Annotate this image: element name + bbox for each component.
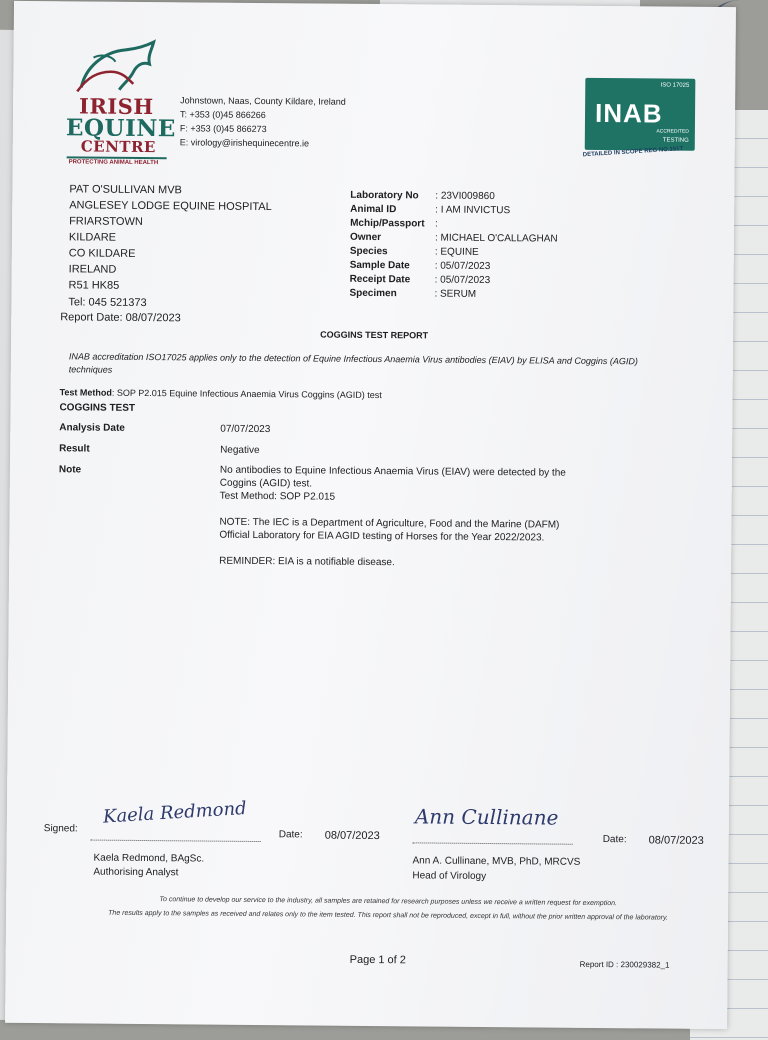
footer-results-note: The results apply to the samples as received and relates only to the item tested. This report shall not be reproduced, except in full, without the prior written approval of the laboratory.	[108, 909, 668, 922]
date-label-head: Date:	[602, 834, 627, 846]
analysis-date-value: 07/07/2023	[220, 423, 271, 436]
recipient-line-3: FRIARSTOWN	[69, 215, 143, 228]
lab-info-value: : 05/07/2023	[434, 260, 491, 273]
logo-text-equine: EQUINE	[65, 114, 176, 143]
report-date: Report Date: 08/07/2023	[60, 311, 181, 325]
lab-info-value: : SERUM	[434, 288, 477, 300]
report-page	[5, 1, 736, 1029]
inab-accredited: ACCREDITED	[656, 128, 689, 135]
lab-info-label: Sample Date	[349, 259, 410, 272]
head-name: Ann A. Cullinane, MVB, PhD, MRCVS	[412, 855, 581, 868]
note-reminder: REMINDER: EIA is a notifiable disease.	[219, 555, 395, 569]
recipient-line-5: CO KILDARE	[68, 247, 136, 260]
logo-text-irish: IRISH	[78, 93, 154, 120]
logo-text-centre: CENTRE	[80, 137, 156, 157]
lab-info-label: Specimen	[349, 287, 397, 300]
signature-analyst	[102, 798, 247, 828]
note-text: No antibodies to Equine Infectious Anaemia Virus (EIAV) were detected by the Coggins (AGID) test.	[219, 464, 566, 490]
signature-head-text: Ann Cullinane	[414, 804, 559, 830]
inab-badge	[585, 78, 696, 151]
lab-info-label: Animal ID	[350, 203, 397, 216]
lab-info-value: : 23VI009860	[435, 190, 495, 203]
lab-info-label: Species	[349, 245, 388, 258]
lab-info-label: Laboratory No	[350, 189, 419, 202]
signed-label: Signed:	[43, 823, 78, 835]
note-method: Test Method: SOP P2.015	[219, 490, 336, 503]
test-method-value: : SOP P2.015 Equine Infectious Anaemia Virus Coggins (AGID) test	[111, 387, 382, 401]
date-label-analyst: Date:	[278, 829, 303, 841]
lab-info-value: : EQUINE	[434, 246, 479, 258]
accreditation-note: INAB accreditation ISO17025 applies only to the detection of Equine Infectious Anaemia Virus antibodies (EIAV) by ELISA and Coggins (AGID) techniques	[68, 351, 638, 375]
lab-info-label: Mchip/Passport	[350, 217, 425, 230]
test-method	[60, 387, 382, 400]
contact-fax: F: +353 (0)45 866273	[179, 123, 267, 135]
section-heading: COGGINS TEST	[59, 402, 136, 414]
analyst-name: Kaela Redmond, BAgSc.	[93, 852, 205, 865]
note-dafm: NOTE: The IEC is a Department of Agriculture, Food and the Marine (DAFM) Official Laboratory for EIA AGID testing of Horses for the Year 2022/2023.	[219, 516, 560, 544]
signature-line	[413, 842, 573, 845]
recipient-line-1: PAT O'SULLIVAN MVB	[69, 183, 182, 197]
contact-phone: T: +353 (0)45 866266	[179, 109, 266, 121]
contact-email[interactable]: E: virology@irishequinecentre.ie	[179, 137, 310, 149]
inab-iso: ISO 17025	[660, 82, 690, 89]
inab-testing: TESTING	[662, 137, 689, 144]
result-label: Result	[59, 443, 90, 455]
lab-info-label: Receipt Date	[349, 273, 411, 286]
analyst-role: Authorising Analyst	[93, 866, 179, 879]
recipient-line-6: IRELAND	[68, 263, 117, 276]
recipient-line-2: ANGLESEY LODGE EQUINE HOSPITAL	[69, 199, 272, 214]
result-value: Negative	[220, 444, 260, 457]
analysis-date-label: Analysis Date	[59, 422, 125, 434]
test-method-label: Test Method	[59, 387, 112, 398]
date-head: 08/07/2023	[648, 834, 704, 847]
page-number: Page 1 of 2	[349, 953, 406, 967]
footer-retention-note: To continue to develop our service to the industry, all samples are retained for research purposes unless we receive a written request for exemption.	[159, 896, 617, 908]
recipient-line-4: KILDARE	[68, 231, 117, 244]
lab-info-label: Owner	[349, 231, 382, 244]
recipient-line-7: R51 HK85	[68, 279, 120, 292]
lab-info-value: : MICHAEL O'CALLAGHAN	[434, 232, 558, 245]
logo-tagline: PROTECTING ANIMAL HEALTH	[68, 159, 159, 167]
head-role: Head of Virology	[412, 870, 487, 883]
signature-line	[91, 840, 261, 843]
signature-analyst-text: Kaela Redmond	[102, 797, 248, 828]
inab-logo-text: INAB	[594, 97, 663, 129]
recipient-tel: Tel: 045 521373	[68, 296, 147, 310]
report-title: COGGINS TEST REPORT	[320, 329, 429, 341]
lab-info-value: : 05/07/2023	[434, 274, 491, 287]
date-analyst: 08/07/2023	[324, 829, 380, 843]
signature-head	[415, 804, 559, 829]
note-block	[219, 464, 580, 584]
lab-info-value: :	[435, 218, 438, 230]
contact-address: Johnstown, Naas, County Kildare, Ireland	[180, 95, 346, 107]
note-label: Note	[58, 464, 82, 476]
report-id: Report ID : 230029382_1	[579, 959, 670, 970]
inab-scope: DETAILED IN SCOPE REG NO.151T	[582, 146, 684, 159]
lab-info-value: : I AM INVICTUS	[435, 204, 511, 217]
horse-logo-icon	[63, 37, 164, 96]
